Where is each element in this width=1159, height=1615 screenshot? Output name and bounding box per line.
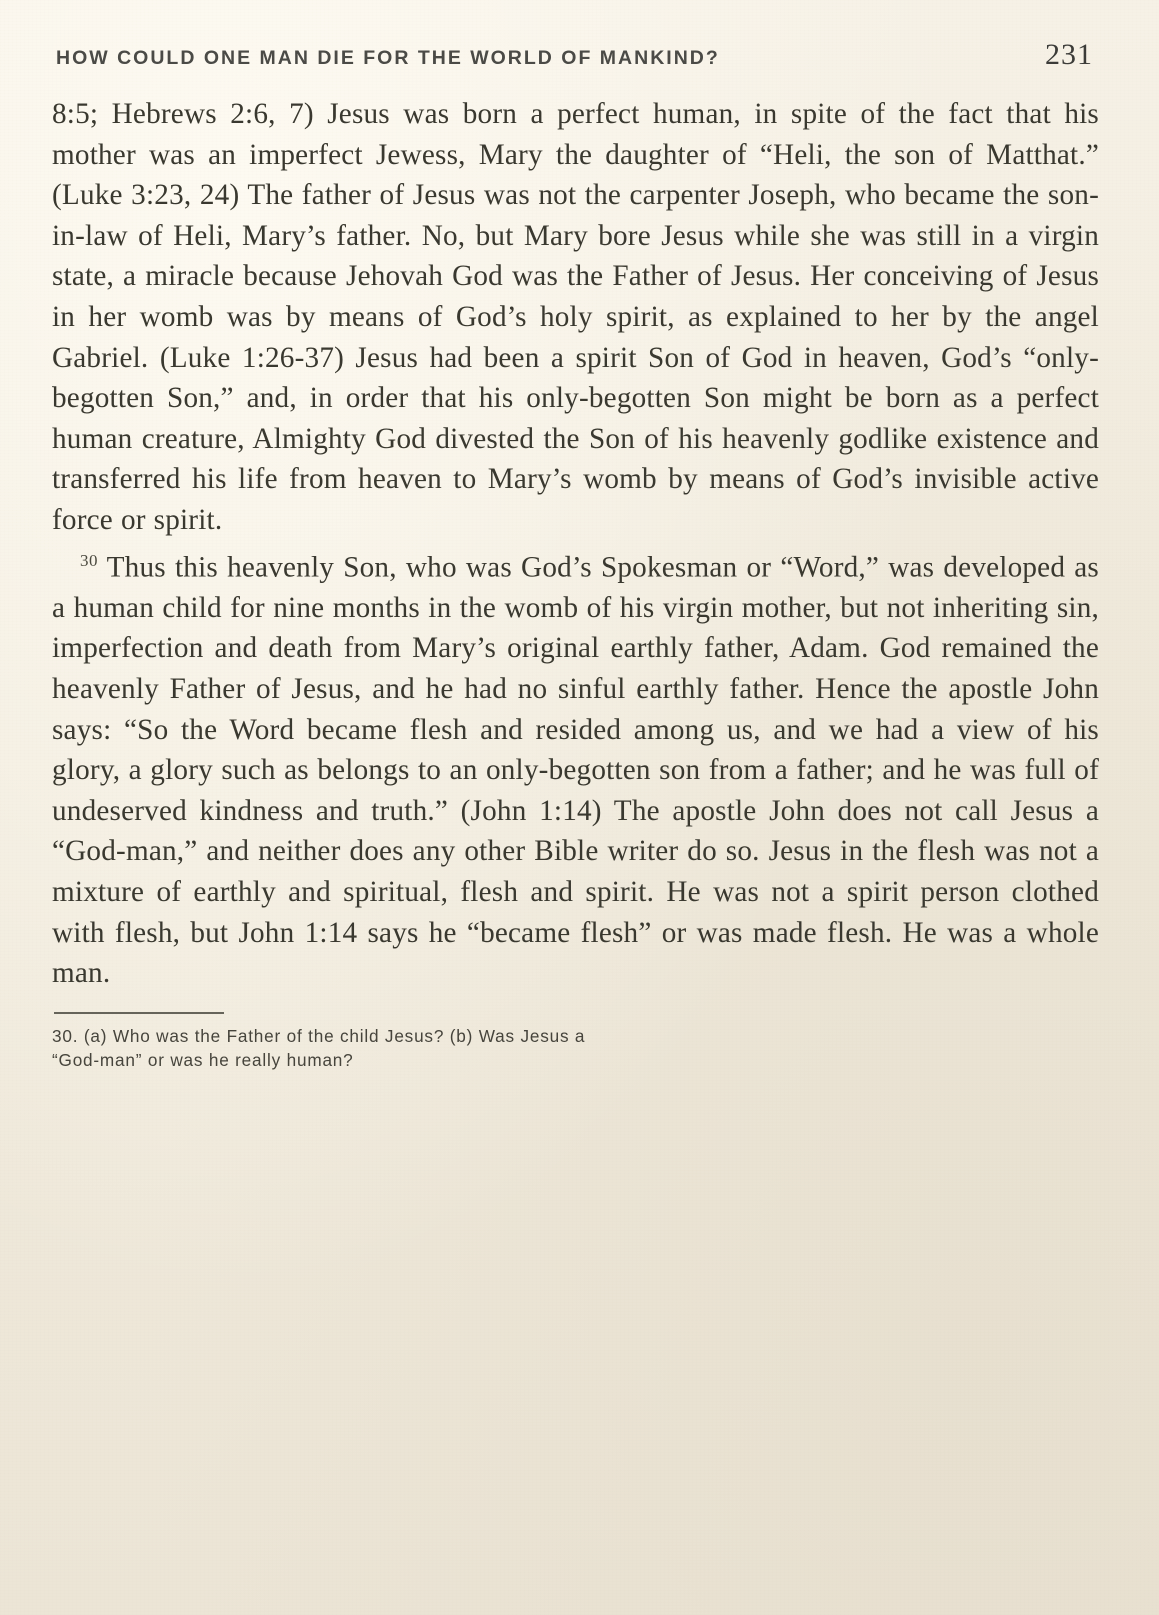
paragraph-number: 30 (80, 550, 98, 570)
footnote-line-1: 30. (a) Who was the Father of the child Jesus? (b) Was Jesus a (52, 1025, 586, 1046)
paragraph-text: Thus this heavenly Son, who was God’s Spokesman or “Word,” was developed as a human child for nine months in the womb of his virgin mother, but not inheriting sin, imperfection and death from Mary’s original earthly father, Adam. God remained the heavenly Father of Jesus, and he had no sinful earthly father. Hence the apostle John says: “So the Word became flesh and resided among us, and we had a view of his glory, a glory such as belongs to an only-begotten son from a father; and he was full of undeserved kindness and truth.” (John 1:14) The apostle John does not call Jesus a “God-man,” and neither does any other Bible writer do so. Jesus in the flesh was not a mixture of earthly and spiritual, flesh and spirit. He was not a spirit person clothed with flesh, but John 1:14 says he “became flesh” or was made flesh. He was a whole man. (52, 551, 1099, 990)
body-text (52, 94, 1099, 994)
footnote-questions (52, 1024, 1052, 1072)
page-header (52, 38, 1099, 72)
footnote-line-2: “God-man” or was he really human? (52, 1049, 354, 1070)
running-head: HOW COULD ONE MAN DIE FOR THE WORLD OF MANKIND? (56, 47, 720, 69)
page-number: 231 (1045, 38, 1093, 71)
paragraph-continued (52, 94, 1099, 541)
paragraph-30 (52, 541, 1099, 994)
footnote-divider (54, 1012, 224, 1014)
paragraph-text: 8:5; Hebrews 2:6, 7) Jesus was born a perfect human, in spite of the fact that his mother was an imperfect Jewess, Mary the daughter of “Heli, the son of Matthat.” (Luke 3:23, 24) The father of Jesus was not the carpenter Joseph, who became the son-in-law of Heli, Mary’s father. No, but Mary bore Jesus while she was still in a virgin state, a miracle because Jehovah God was the Father of Jesus. Her conceiving of Jesus in her womb was by means of God’s holy spirit, as explained to her by the angel Gabriel. (Luke 1:26-37) Jesus had been a spirit Son of God in heaven, God’s “only-begotten Son,” and, in order that his only-begotten Son might be born as a perfect human creature, Almighty God divested the Son of his heavenly godlike existence and transferred his life from heaven to Mary’s womb by means of God’s invisible active force or spirit. (52, 98, 1099, 536)
